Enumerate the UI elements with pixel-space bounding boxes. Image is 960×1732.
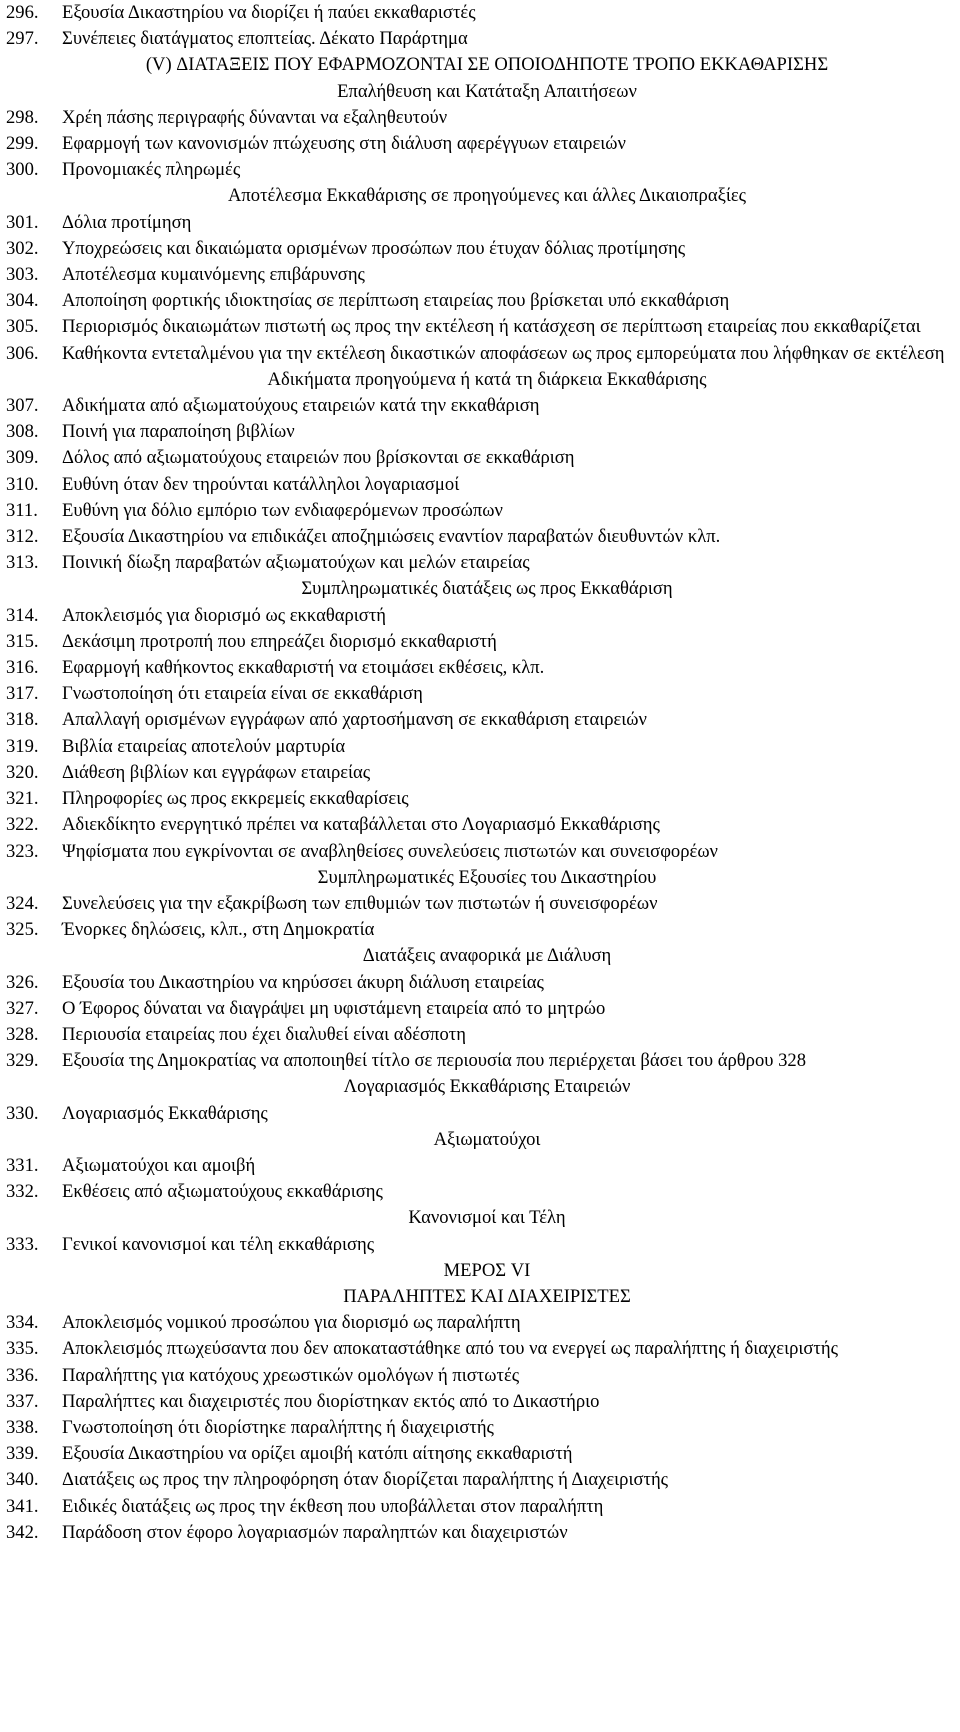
section-heading: Λογαριασμός Εκκαθάρισης Εταιρειών	[343, 1076, 631, 1098]
section-entry	[6, 1179, 948, 1205]
section-number: 341.	[6, 1495, 39, 1517]
section-title: Αποκλεισμός για διορισμό ως εκκαθαριστή	[62, 604, 387, 626]
section-title: Γενικοί κανονισμοί και τέλη εκκαθάρισης	[62, 1233, 375, 1255]
section-entry	[6, 655, 948, 681]
section-entry	[6, 419, 948, 445]
section-entry	[6, 157, 948, 183]
section-number: 303.	[6, 264, 39, 286]
section-number: 317.	[6, 683, 39, 705]
section-entry	[6, 707, 948, 733]
section-entry	[6, 1336, 948, 1362]
section-title: Εφαρμογή των κανονισμών πτώχευσης στη διάλυση αφερέγγυων εταιρειών	[62, 133, 626, 155]
section-number: 304.	[6, 290, 39, 312]
section-title: Εξουσία της Δημοκρατίας να αποποιηθεί τίτλο σε περιουσία που περιέρχεται βάσει του άρθρου 328	[62, 1050, 806, 1072]
section-title: Βιβλία εταιρείας αποτελούν μαρτυρία	[62, 735, 346, 757]
section-entry	[6, 917, 948, 943]
section-number: 318.	[6, 709, 39, 731]
section-title: Ειδικές διατάξεις ως προς την έκθεση που υποβάλλεται στον παραλήπτη	[62, 1495, 604, 1517]
section-heading: Κανονισμοί και Τέλη	[408, 1207, 566, 1229]
section-title: Εξουσία Δικαστηρίου να επιδικάζει αποζημιώσεις εναντίον παραβατών διευθυντών κλπ.	[62, 526, 721, 548]
section-entry	[6, 1520, 948, 1546]
section-number: 335.	[6, 1338, 39, 1360]
section-number: 298.	[6, 106, 39, 128]
section-number: 310.	[6, 473, 39, 495]
section-entry	[6, 891, 948, 917]
section-title: Δόλια προτίμηση	[62, 211, 192, 233]
section-title: Περιορισμός δικαιωμάτων πιστωτή ως προς την εκτέλεση ή κατάσχεση σε περίπτωση εταιρείας που εκκαθαρίζεται	[62, 316, 921, 338]
section-heading: Αποτέλεσμα Εκκαθάρισης σε προηγούμενες και άλλες Δικαιοπραξίες	[227, 185, 747, 207]
section-entry	[6, 472, 948, 498]
section-number: 327.	[6, 997, 39, 1019]
section-entry	[6, 1232, 948, 1258]
section-number: 332.	[6, 1181, 39, 1203]
section-title: Αξιωματούχοι και αμοιβή	[62, 1154, 256, 1176]
section-entry	[6, 1022, 948, 1048]
section-heading: ΠΑΡΑΛΗΠΤΕΣ ΚΑΙ ΔΙΑΧΕΙΡΙΣΤΕΣ	[343, 1285, 631, 1307]
section-title: Απαλλαγή ορισμένων εγγράφων από χαρτοσήμανση σε εκκαθάριση εταιρειών	[62, 709, 647, 731]
section-title: Ευθύνη όταν δεν τηρούνται κατάλληλοι λογαριασμοί	[62, 473, 460, 495]
section-entry	[6, 760, 948, 786]
section-entry	[6, 681, 948, 707]
section-heading: Συμπληρωματικές διατάξεις ως προς Εκκαθάριση	[301, 578, 673, 600]
section-title: Γνωστοποίηση ότι εταιρεία είναι σε εκκαθάριση	[62, 683, 423, 705]
section-title: Εφαρμογή καθήκοντος εκκαθαριστή να ετοιμάσει εκθέσεις, κλπ.	[62, 657, 545, 679]
section-entry	[6, 262, 948, 288]
section-title: Συνέπειες διατάγματος εποπτείας. Δέκατο Παράρτημα	[62, 28, 468, 50]
section-title: Εκθέσεις από αξιωματούχους εκκαθάρισης	[62, 1181, 383, 1203]
section-number: 320.	[6, 761, 39, 783]
section-title: Αποποίηση φορτικής ιδιοκτησίας σε περίπτωση εταιρείας που βρίσκεται υπό εκκαθάριση	[62, 290, 730, 312]
section-title: Αδικήματα από αξιωματούχους εταιρειών κατά την εκκαθάριση	[62, 395, 540, 417]
section-number: 323.	[6, 840, 39, 862]
section-entry	[6, 970, 948, 996]
section-number: 324.	[6, 892, 39, 914]
section-entry	[6, 1153, 948, 1179]
section-entry	[6, 341, 948, 367]
section-entry	[6, 210, 948, 236]
section-number: 305.	[6, 316, 39, 338]
section-heading: Συμπληρωματικές Εξουσίες του Δικαστηρίου	[317, 866, 657, 888]
section-entry	[6, 393, 948, 419]
section-number: 312.	[6, 526, 39, 548]
section-number: 297.	[6, 28, 39, 50]
section-title: Γνωστοποίηση ότι διορίστηκε παραλήπτης ή διαχειριστής	[62, 1416, 494, 1438]
section-title: Διατάξεις ως προς την πληροφόρηση όταν διορίζεται παραλήπτης ή Διαχειριστής	[62, 1469, 669, 1491]
section-title: Ποινική δίωξη παραβατών αξιωματούχων και μελών εταιρείας	[62, 552, 530, 574]
section-title: Δόλος από αξιωματούχους εταιρειών που βρίσκονται σε εκκαθάριση	[62, 447, 575, 469]
section-title: Συνελεύσεις για την εξακρίβωση των επιθυμιών των πιστωτών ή συνεισφορέων	[62, 892, 658, 914]
section-heading: Αδικήματα προηγούμενα ή κατά τη διάρκεια Εκκαθάρισης	[267, 368, 707, 390]
section-number: 306.	[6, 342, 39, 364]
section-number: 308.	[6, 421, 39, 443]
section-entry	[6, 314, 948, 340]
section-number: 309.	[6, 447, 39, 469]
section-heading: Διατάξεις αναφορικά με Διάλυση	[362, 945, 612, 967]
section-number: 334.	[6, 1312, 39, 1334]
section-entry	[6, 550, 948, 576]
section-number: 328.	[6, 1023, 39, 1045]
section-number: 339.	[6, 1443, 39, 1465]
section-heading: Επαλήθευση και Κατάταξη Απαιτήσεων	[337, 80, 637, 102]
section-number: 301.	[6, 211, 39, 233]
section-title: Προνομιακές πληρωμές	[62, 159, 241, 181]
section-entry	[6, 996, 948, 1022]
section-entry	[6, 236, 948, 262]
section-title: Διάθεση βιβλίων και εγγράφων εταιρείας	[62, 761, 371, 783]
section-entry	[6, 1389, 948, 1415]
section-title: Λογαριασμός Εκκαθάρισης	[62, 1102, 268, 1124]
section-title: Ένορκες δηλώσεις, κλπ., στη Δημοκρατία	[62, 919, 375, 941]
section-entry	[6, 105, 948, 131]
section-entry	[6, 1363, 948, 1389]
section-number: 337.	[6, 1390, 39, 1412]
section-title: Παράδοση στον έφορο λογαριασμών παραληπτών και διαχειριστών	[62, 1521, 568, 1543]
section-title: Ποινή για παραποίηση βιβλίων	[62, 421, 295, 443]
section-entry	[6, 1048, 948, 1074]
section-number: 325.	[6, 919, 39, 941]
section-title: Χρέη πάσης περιγραφής δύνανται να εξαληθευτούν	[62, 106, 448, 128]
section-entry	[6, 1494, 948, 1520]
section-title: Αποκλεισμός πτωχεύσαντα που δεν αποκαταστάθηκε από του να ενεργεί ως παραλήπτης ή διαχειριστής	[62, 1338, 838, 1360]
section-entry	[6, 1415, 948, 1441]
section-title: Εξουσία του Δικαστηρίου να κηρύσσει άκυρη διάλυση εταιρείας	[62, 971, 544, 993]
section-number: 319.	[6, 735, 39, 757]
section-number: 330.	[6, 1102, 39, 1124]
section-number: 296.	[6, 2, 39, 23]
section-number: 315.	[6, 630, 39, 652]
section-entry	[6, 445, 948, 471]
section-number: 313.	[6, 552, 39, 574]
section-entry	[6, 839, 948, 865]
section-entry	[6, 0, 948, 26]
section-entry	[6, 603, 948, 629]
section-title: Δεκάσιμη προτροπή που επηρεάζει διορισμό εκκαθαριστή	[62, 630, 497, 652]
section-title: Πληροφορίες ως προς εκκρεμείς εκκαθαρίσεις	[62, 788, 409, 810]
section-title: Ευθύνη για δόλιο εμπόριο των ενδιαφερόμενων προσώπων	[62, 499, 503, 521]
section-title: Αποτέλεσμα κυμαινόμενης επιβάρυνσης	[62, 264, 365, 286]
section-number: 342.	[6, 1521, 39, 1543]
section-title: Ο Έφορος δύναται να διαγράψει μη υφιστάμενη εταιρεία από το μητρώο	[62, 997, 606, 1019]
section-entry	[6, 288, 948, 314]
section-number: 321.	[6, 788, 39, 810]
section-entry	[6, 734, 948, 760]
section-heading: ΜΕΡΟΣ VI	[443, 1259, 531, 1281]
section-entry	[6, 786, 948, 812]
section-entry	[6, 812, 948, 838]
section-number: 331.	[6, 1154, 39, 1176]
section-entry	[6, 26, 948, 52]
section-number: 311.	[6, 499, 38, 521]
section-number: 340.	[6, 1469, 39, 1491]
section-title: Αδιεκδίκητο ενεργητικό πρέπει να καταβάλλεται στο Λογαριασμό Εκκαθάρισης	[62, 814, 660, 836]
section-heading: (V) ΔΙΑΤΑΞΕΙΣ ΠΟΥ ΕΦΑΡΜΟΖΟΝΤΑΙ ΣΕ ΟΠΟΙΟΔΗΠΟΤΕ ΤΡΟΠΟ ΕΚΚΑΘΑΡΙΣΗΣ	[145, 54, 829, 76]
section-title: Παραλήπτες και διαχειριστές που διορίστηκαν εκτός από το Δικαστήριο	[62, 1390, 600, 1412]
section-number: 314.	[6, 604, 39, 626]
section-heading: Αξιωματούχοι	[433, 1128, 541, 1150]
section-entry	[6, 524, 948, 550]
section-entry	[6, 131, 948, 157]
section-title: Καθήκοντα εντεταλμένου για την εκτέλεση δικαστικών αποφάσεων ως προς εμπορεύματα που λήφθηκαν σε εκτέλεση	[62, 342, 945, 364]
section-number: 338.	[6, 1416, 39, 1438]
section-number: 316.	[6, 657, 39, 679]
section-title: Υποχρεώσεις και δικαιώματα ορισμένων προσώπων που έτυχαν δόλιας προτίμησης	[62, 237, 686, 259]
section-entry	[6, 1467, 948, 1493]
section-title: Παραλήπτης για κατόχους χρεωστικών ομολόγων ή πιστωτές	[62, 1364, 520, 1386]
section-entry	[6, 1310, 948, 1336]
section-entry	[6, 498, 948, 524]
section-title: Ψηφίσματα που εγκρίνονται σε αναβληθείσες συνελεύσεις πιστωτών και συνεισφορέων	[62, 840, 718, 862]
section-number: 333.	[6, 1233, 39, 1255]
section-entry	[6, 629, 948, 655]
section-number: 302.	[6, 237, 39, 259]
section-title: Εξουσία Δικαστηρίου να διορίζει ή παύει εκκαθαριστές	[62, 2, 476, 23]
section-title: Εξουσία Δικαστηρίου να ορίζει αμοιβή κατόπι αίτησης εκκαθαριστή	[62, 1443, 573, 1465]
section-entry	[6, 1101, 948, 1127]
section-number: 300.	[6, 159, 39, 181]
section-entry	[6, 1441, 948, 1467]
section-title: Περιουσία εταιρείας που έχει διαλυθεί είναι αδέσποτη	[62, 1023, 466, 1045]
section-number: 326.	[6, 971, 39, 993]
section-number: 307.	[6, 395, 39, 417]
section-number: 336.	[6, 1364, 39, 1386]
section-title: Αποκλεισμός νομικού προσώπου για διορισμό ως παραλήπτη	[62, 1312, 521, 1334]
section-number: 299.	[6, 133, 39, 155]
section-number: 322.	[6, 814, 39, 836]
section-number: 329.	[6, 1050, 39, 1072]
